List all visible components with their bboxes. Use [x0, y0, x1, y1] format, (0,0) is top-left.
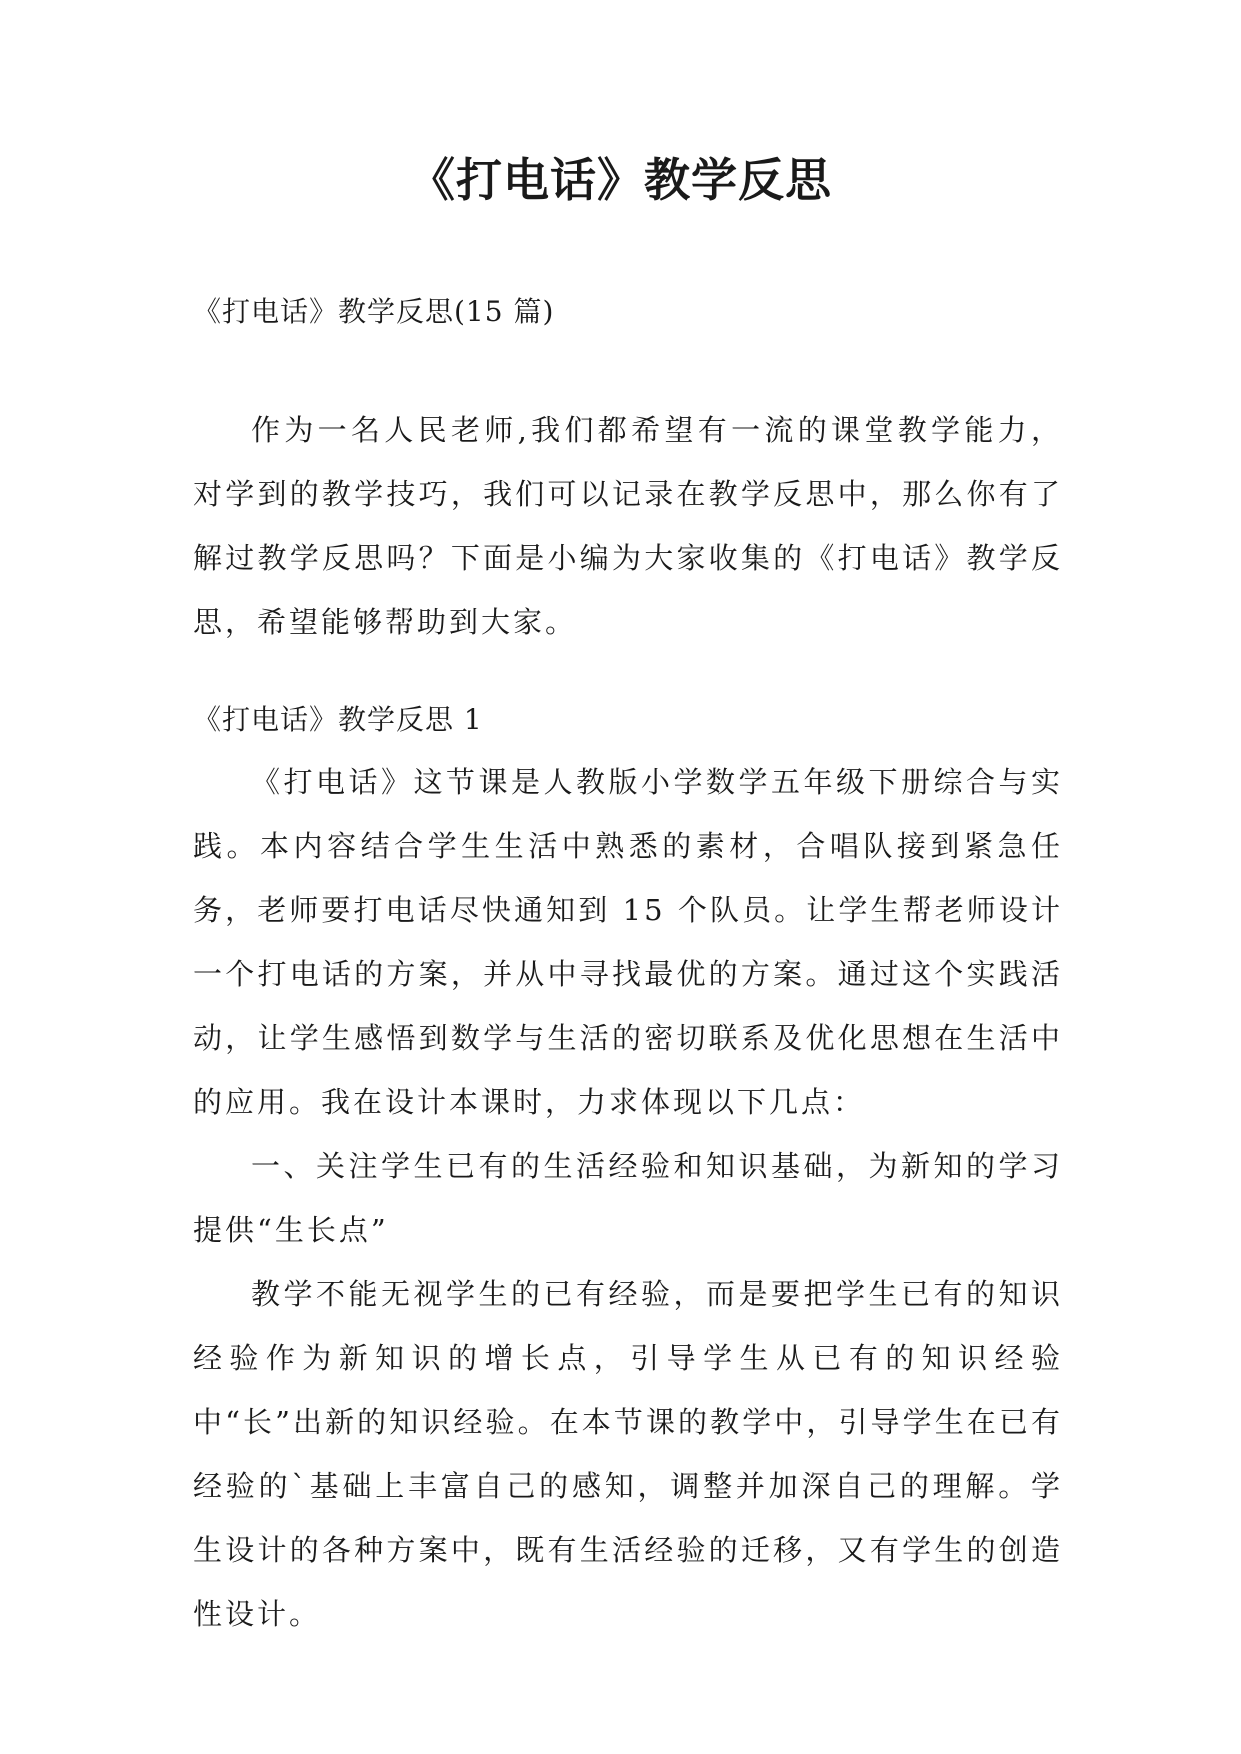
document-subtitle: 《打电话》教学反思(15 篇): [193, 295, 555, 328]
body-paragraph: 一、关注学生已有的生活经验和知识基础，为新知的学习提供“生长点”: [193, 1149, 1063, 1247]
section-heading: 《打电话》教学反思 1: [193, 703, 483, 736]
intro-text: 作为一名人民老师,我们都希望有一流的课堂教学能力，对学到的教学技巧，我们可以记录在教学反思中，那么你有了解过教学反思吗？下面是小编为大家收集的《打电话》教学反思，希望能够帮助到大家。: [193, 413, 1063, 639]
intro-paragraph: [193, 398, 1063, 654]
body-paragraph: 《打电话》这节课是人教版小学数学五年级下册综合与实践。本内容结合学生生活中熟悉的素材，合唱队接到紧急任务，老师要打电话尽快通知到 15 个队员。让学生帮老师设计一个打电话的方案，并从中寻找最优的方案。通过这个实践活动，让学生感悟到数学与生活的密切联系及优化思想在生活中的应用。我在设计本课时，力求体现以下几点：: [193, 765, 1063, 1119]
document-title: 《打电话》教学反思: [409, 153, 832, 207]
body-paragraph: 教学不能无视学生的已有经验，而是要把学生已有的知识经验作为新知识的增长点，引导学生从已有的知识经验中“长”出新的知识经验。在本节课的教学中，引导学生在已有经验的`基础上丰富自己的感知，调整并加深自己的理解。学生设计的各种方案中，既有生活经验的迁移，又有学生的创造性设计。: [193, 1277, 1063, 1631]
section-body: [193, 750, 1063, 1646]
